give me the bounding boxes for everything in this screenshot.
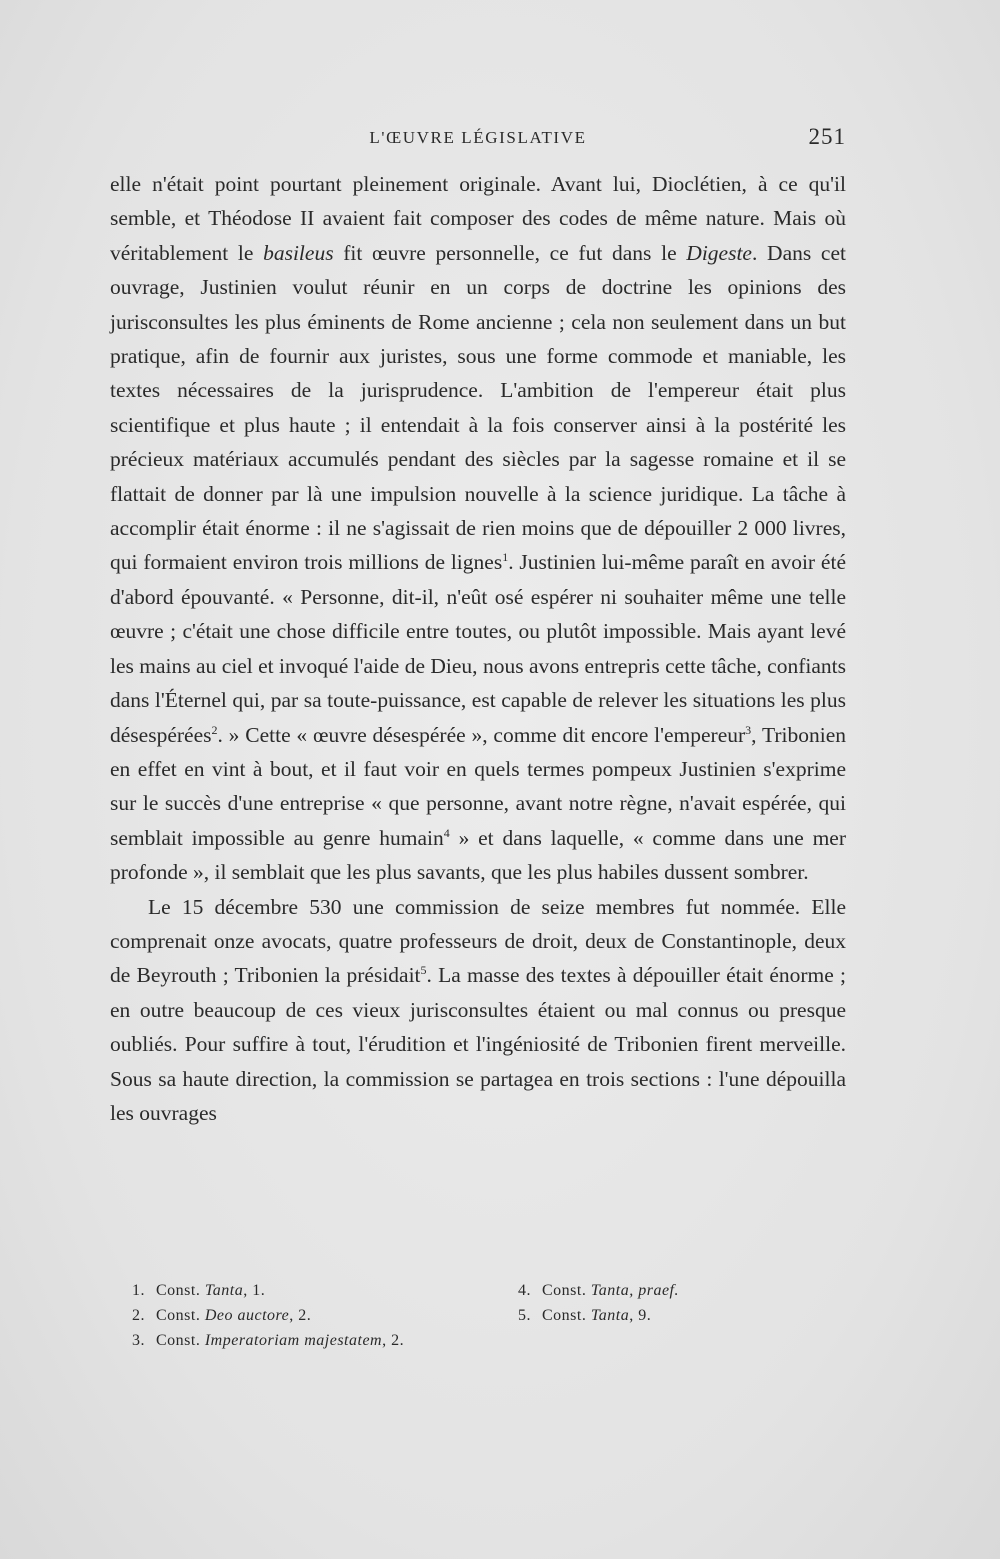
footnote-reference: 3 xyxy=(745,722,752,737)
footnote xyxy=(132,1278,492,1303)
text-segment: elle n'était point pourtant pleinement originale. Avant lui, Dioclétien, à ce qu'il semble, et Théodose II avaient fait composer des codes de même nature. Mais où véritablement le xyxy=(110,172,846,265)
body-text xyxy=(110,167,846,1130)
footnote-suffix: , 1. xyxy=(243,1282,266,1299)
text-segment: . La masse des textes à dépouiller était énorme ; en outre beaucoup de ces vieux jurisconsultes étaient ou mal connus ou presque oubliés. Pour suffire à tout, l'érudition et l'ingéniosité de Tribonien firent merveille. Sous sa haute direction, la commission se partagea en trois sections : l'une dépouilla les ouvrages xyxy=(110,963,846,1125)
italic-text: Digeste xyxy=(686,240,752,265)
footnotes-right-column xyxy=(518,1278,838,1328)
footnote xyxy=(132,1303,492,1328)
footnote-prefix: Const. xyxy=(156,1332,205,1349)
footnote-prefix: Const. xyxy=(542,1282,591,1299)
italic-text: basileus xyxy=(263,240,334,265)
footnote-title: Deo auctore xyxy=(204,1307,290,1324)
footnotes-left-column xyxy=(132,1278,492,1353)
running-title: L'ŒUVRE LÉGISLATIVE xyxy=(369,128,587,147)
paragraph xyxy=(110,890,846,1131)
text-segment: , Tribonien en effet en vint à bout, et il faut voir en quels termes pompeux Justinien s'exprime sur le succès d'une entreprise « que personne, avant notre règne, n'avait espérée, qui semblait impossible au genre humain xyxy=(110,722,847,850)
footnote-suffix: , 2. xyxy=(289,1307,312,1324)
footnote xyxy=(518,1278,838,1303)
footnote-prefix: Const. xyxy=(542,1307,591,1324)
footnote-suffix: , 2. xyxy=(382,1332,405,1349)
paragraph xyxy=(110,167,846,890)
page-number: 251 xyxy=(808,124,846,149)
footnote-suffix: , 9. xyxy=(629,1307,652,1324)
footnote-title: Imperatoriam majestatem xyxy=(204,1332,383,1349)
footnote-number: 2. xyxy=(132,1307,145,1324)
footnote xyxy=(518,1303,838,1328)
footnote-title: Tanta, praef. xyxy=(590,1282,679,1299)
text-segment: fit œuvre personnelle, ce fut dans le xyxy=(333,240,687,265)
footnote-reference: 1 xyxy=(502,550,509,565)
footnote-reference: 2 xyxy=(211,722,218,737)
footnote-prefix: Const. xyxy=(156,1282,205,1299)
footnote-number: 4. xyxy=(518,1282,531,1299)
text-segment: . Dans cet ouvrage, Justinien voulut réunir en un corps de doctrine les opinions des jurisconsultes les plus éminents de Rome ancienne ; cela non seulement dans un but pratique, afin de fournir aux juristes, sous une forme commode et maniable, les textes nécessaires de la jurisprudence. L'ambition de l'empereur était plus scientifique et plus haute ; il entendait à la fois conserver ainsi à la postérité les précieux matériaux accumulés pendant des siècles par la sagesse romaine et il se flattait de donner par là une impulsion nouvelle à la science juridique. La tâche à accomplir était énorme : il ne s'agissait de rien moins que de dépouiller 2 000 livres, qui formaient environ trois millions de lignes xyxy=(110,240,846,575)
footnote-number: 3. xyxy=(132,1332,145,1349)
text-segment: » et dans laquelle, « comme dans une mer profonde », il semblait que les plus savants, que les plus habiles dussent sombrer. xyxy=(110,825,847,885)
footnote-reference: 4 xyxy=(443,825,450,840)
page-header xyxy=(110,124,846,158)
text-segment: . » Cette « œuvre désespérée », comme dit encore l'empereur xyxy=(217,722,746,747)
footnote-prefix: Const. xyxy=(156,1307,205,1324)
text-segment: Le 15 décembre 530 une commission de seize membres fut nommée. Elle comprenait onze avocats, quatre professeurs de droit, deux de Constantinople, deux de Beyrouth ; Tribonien la présidait xyxy=(110,894,846,988)
footnote-number: 5. xyxy=(518,1307,531,1324)
footnote-title: Tanta xyxy=(590,1307,630,1324)
text-segment: . Justinien lui-même paraît en avoir été d'abord épouvanté. « Personne, dit-il, n'eût osé espérer ni souhaiter même une telle œuvre ; c'était une chose difficile entre toutes, ou plutôt impossible. Mais ayant levé les mains au ciel et invoqué l'aide de Dieu, nous avons entrepris cette tâche, confiants dans l'Éternel qui, par sa toute-puissance, est capable de relever les situations les plus désespérées xyxy=(110,550,846,747)
footnote-number: 1. xyxy=(132,1282,145,1299)
footnote-title: Tanta xyxy=(204,1282,244,1299)
footnote xyxy=(132,1328,492,1353)
footnote-reference: 5 xyxy=(420,963,427,978)
